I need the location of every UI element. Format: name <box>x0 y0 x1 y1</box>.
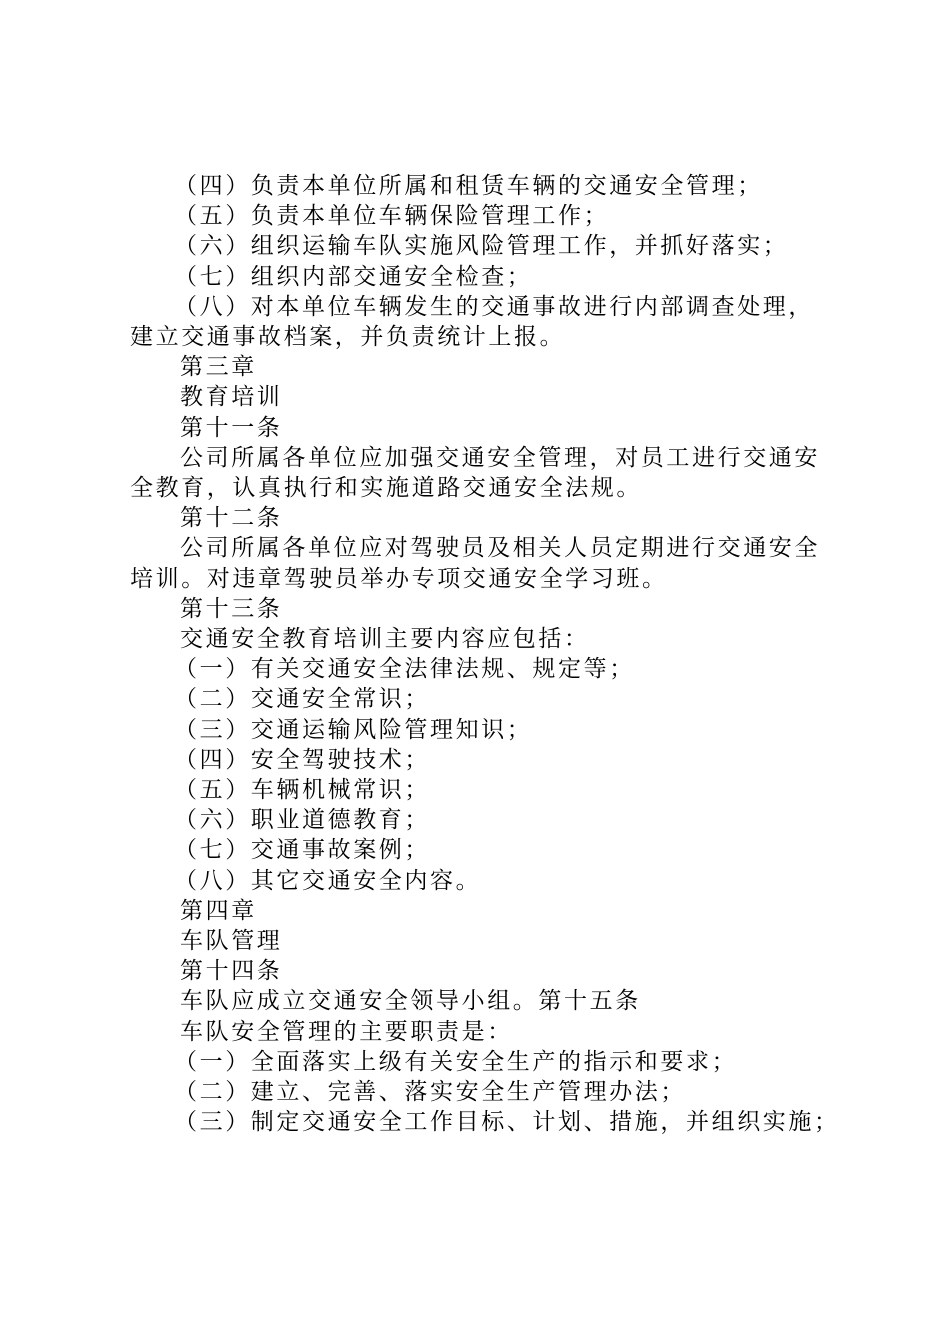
list-item: （二）交通安全常识； <box>174 686 430 713</box>
paragraph-line: （六）组织运输车队实施风险管理工作，并抓好落实； <box>174 233 789 260</box>
chapter-title: 车队管理 <box>180 928 283 955</box>
list-item: （五）车辆机械常识； <box>174 777 430 804</box>
list-item: （二）建立、完善、落实安全生产管理办法； <box>174 1079 686 1106</box>
paragraph-line: （八）对本单位车辆发生的交通事故进行内部调查处理， <box>174 293 814 320</box>
list-item: （七）交通事故案例； <box>174 837 430 864</box>
paragraph-line: 全教育，认真执行和实施道路交通安全法规。 <box>130 475 642 502</box>
list-item: （一）有关交通安全法律法规、规定等； <box>174 656 635 683</box>
paragraph-line: 车队安全管理的主要职责是： <box>180 1018 513 1045</box>
paragraph-line: （七）组织内部交通安全检查； <box>174 263 533 290</box>
list-item: （三）制定交通安全工作目标、计划、措施，并组织实施； <box>174 1109 840 1136</box>
paragraph-line: 车队应成立交通安全领导小组。第十五条 <box>180 988 641 1015</box>
list-item: （四）安全驾驶技术； <box>174 746 430 773</box>
paragraph-line: 公司所属各单位应加强交通安全管理，对员工进行交通安 <box>180 444 820 471</box>
chapter-heading: 第四章 <box>180 897 257 924</box>
paragraph-line: 公司所属各单位应对驾驶员及相关人员定期进行交通安全 <box>180 535 820 562</box>
chapter-title: 教育培训 <box>180 384 283 411</box>
paragraph-line: 培训。对违章驾驶员举办专项交通安全学习班。 <box>130 565 668 592</box>
article-heading: 第十四条 <box>180 958 283 985</box>
document-body <box>130 171 840 1138</box>
article-heading: 第十三条 <box>180 595 283 622</box>
paragraph-line: 交通安全教育培训主要内容应包括： <box>180 626 590 653</box>
chapter-heading: 第三章 <box>180 354 257 381</box>
list-item: （三）交通运输风险管理知识； <box>174 716 533 743</box>
article-heading: 第十二条 <box>180 505 283 532</box>
list-item: （六）职业道德教育； <box>174 807 430 834</box>
article-heading: 第十一条 <box>180 414 283 441</box>
paragraph-line: 建立交通事故档案，并负责统计上报。 <box>130 324 566 351</box>
list-item: （一）全面落实上级有关安全生产的指示和要求； <box>174 1048 738 1075</box>
paragraph-line: （五）负责本单位车辆保险管理工作； <box>174 203 610 230</box>
paragraph-line: （四）负责本单位所属和租赁车辆的交通安全管理； <box>174 173 763 199</box>
list-item: （八）其它交通安全内容。 <box>174 867 482 894</box>
